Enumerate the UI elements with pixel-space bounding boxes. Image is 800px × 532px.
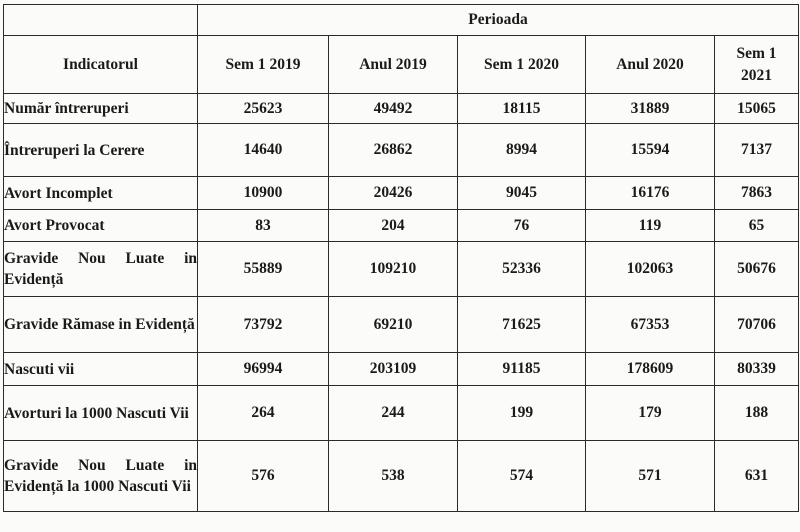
- table-cell: 199: [458, 386, 586, 441]
- column-header: Sem 1 2020: [458, 36, 586, 94]
- table-cell: 178609: [586, 353, 715, 386]
- row-label: Număr întreruperi: [4, 94, 198, 124]
- table-cell: 631: [715, 441, 799, 512]
- column-header: Anul 2020: [586, 36, 715, 94]
- table-cell: 576: [198, 441, 329, 512]
- table-cell: 83: [198, 210, 329, 242]
- table-cell: 67353: [586, 297, 715, 353]
- row-label: Avorturi la 1000 Nascuti Vii: [4, 386, 198, 441]
- statistics-table: [3, 4, 799, 512]
- table-cell: 264: [198, 386, 329, 441]
- row-label: Avort Provocat: [4, 210, 198, 242]
- table-cell: 188: [715, 386, 799, 441]
- table-cell: 91185: [458, 353, 586, 386]
- table-cell: 31889: [586, 94, 715, 124]
- table-row: [4, 353, 799, 386]
- table-cell: 119: [586, 210, 715, 242]
- table-cell: 55889: [198, 242, 329, 297]
- table-cell: 14640: [198, 124, 329, 177]
- table-cell: 102063: [586, 242, 715, 297]
- indicator-header: Indicatorul: [4, 36, 198, 94]
- table-row: [4, 297, 799, 353]
- column-header: [715, 36, 799, 94]
- table-cell: 8994: [458, 124, 586, 177]
- table-cell: 73792: [198, 297, 329, 353]
- column-header: Sem 1 2019: [198, 36, 329, 94]
- table-row: [4, 242, 799, 297]
- row-label: Nascuti vii: [4, 353, 198, 386]
- table-cell: 18115: [458, 94, 586, 124]
- table-cell: 7137: [715, 124, 799, 177]
- row-label: Întreruperi la Cerere: [4, 124, 198, 177]
- table-cell: 20426: [329, 177, 458, 210]
- row-label: Gravide Rămase in Evidență: [4, 297, 198, 353]
- row-label: Avort Incomplet: [4, 177, 198, 210]
- table-cell: 80339: [715, 353, 799, 386]
- table-cell: 15065: [715, 94, 799, 124]
- table-cell: 574: [458, 441, 586, 512]
- table-cell: 9045: [458, 177, 586, 210]
- row-label: Gravide Nou Luate in Evidență la 1000 Nascuti Vii: [4, 441, 198, 512]
- table-cell: 204: [329, 210, 458, 242]
- table-cell: 25623: [198, 94, 329, 124]
- table-cell: 26862: [329, 124, 458, 177]
- table-cell: 71625: [458, 297, 586, 353]
- table-cell: 50676: [715, 242, 799, 297]
- table-cell: 7863: [715, 177, 799, 210]
- column-header-text: Sem 1 2021: [736, 44, 777, 84]
- table-cell: 70706: [715, 297, 799, 353]
- table-cell: 538: [329, 441, 458, 512]
- period-header: Perioada: [198, 5, 799, 36]
- table-row: [4, 210, 799, 242]
- table-row: [4, 177, 799, 210]
- period-header-row: [4, 5, 799, 36]
- row-label: Gravide Nou Luate in Evidență: [4, 242, 198, 297]
- table-cell: 52336: [458, 242, 586, 297]
- table-cell: 109210: [329, 242, 458, 297]
- table-cell: 16176: [586, 177, 715, 210]
- table-row: [4, 94, 799, 124]
- table-cell: 15594: [586, 124, 715, 177]
- table-cell: 49492: [329, 94, 458, 124]
- table-cell: 96994: [198, 353, 329, 386]
- empty-header-cell: [4, 5, 198, 36]
- table-cell: 203109: [329, 353, 458, 386]
- table-row: [4, 441, 799, 512]
- table-cell: 244: [329, 386, 458, 441]
- table-cell: 571: [586, 441, 715, 512]
- table-cell: 10900: [198, 177, 329, 210]
- column-header-row: [4, 36, 799, 94]
- table-row: [4, 124, 799, 177]
- table-cell: 76: [458, 210, 586, 242]
- table-row: [4, 386, 799, 441]
- table-cell: 65: [715, 210, 799, 242]
- table-cell: 179: [586, 386, 715, 441]
- table-cell: 69210: [329, 297, 458, 353]
- column-header: Anul 2019: [329, 36, 458, 94]
